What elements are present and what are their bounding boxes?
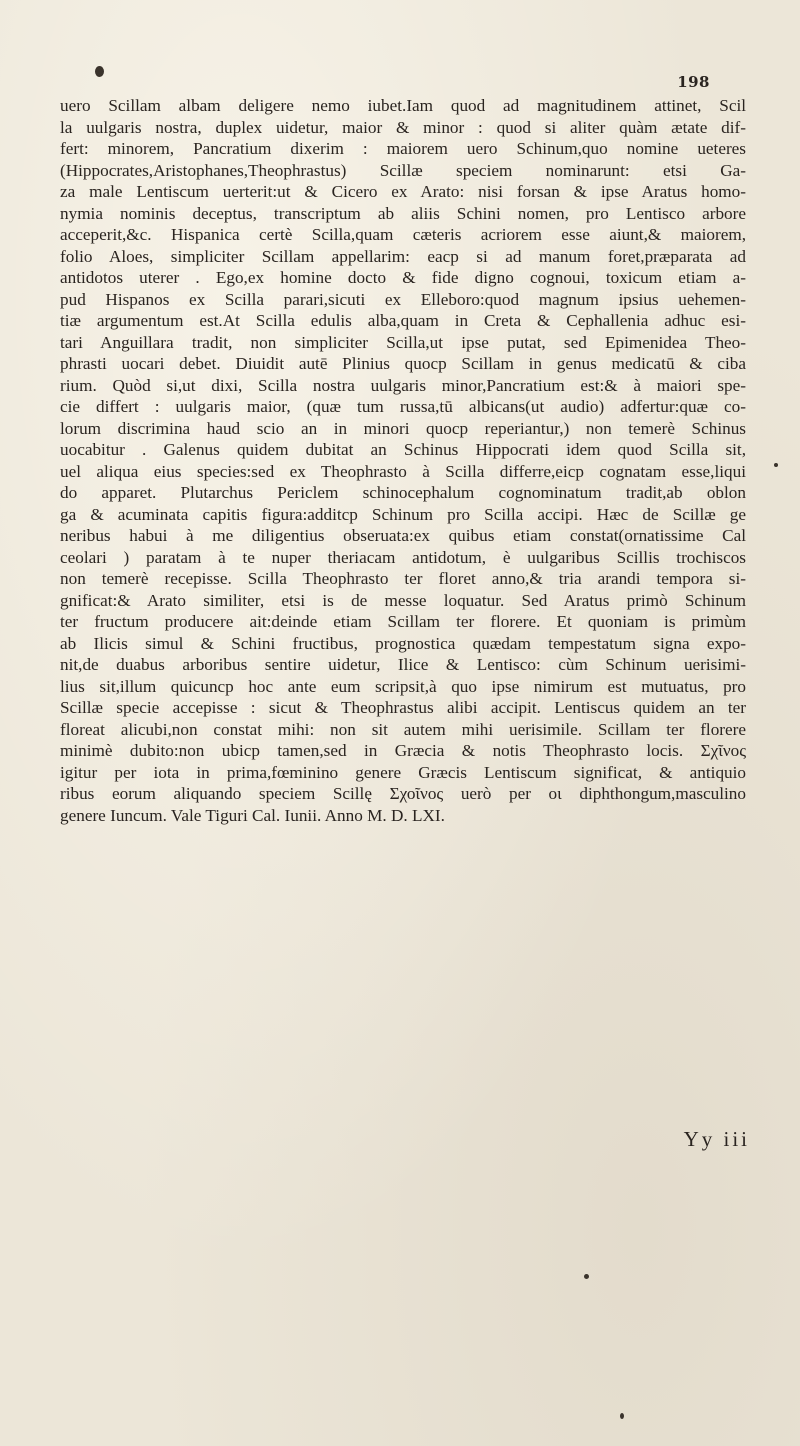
text-line: gnificat:& Arato similiter, etsi is de messe loquatur. Sed Aratus primò Schinum bbox=[60, 590, 746, 610]
text-line: Scillæ specie accepisse : sicut & Theophrastus alibi accipit. Lentiscus quidem an ter bbox=[60, 698, 746, 717]
text-line: rium. Quòd si,ut dixi, Scilla nostra uulgaris minor,Pancratium est:& à maiori spe- bbox=[60, 375, 746, 395]
text-line: antidotos uterer . Ego,ex homine docto & fide digno cognoui, toxicum etiam a- bbox=[60, 268, 746, 287]
text-line: tari Anguillara tradit, non simpliciter Scilla,ut ipse putat, sed Epimenidea Theo- bbox=[60, 332, 746, 352]
ink-speck-lower bbox=[584, 1274, 589, 1279]
text-line: ribus eorum aliquando speciem Scillę Σχοῖνος uerò per οι diphthongum,masculino bbox=[60, 784, 746, 803]
ink-speck-bottom bbox=[620, 1413, 624, 1419]
text-line: la uulgaris nostra, duplex uidetur, maior & minor : quod si aliter quàm ætate dif- bbox=[60, 117, 746, 137]
ink-speck-top bbox=[95, 66, 104, 77]
text-line: tiæ argumentum est.At Scilla edulis alba,quam in Creta & Cephallenia adhuc esi- bbox=[60, 311, 746, 330]
text-line: non temerè recepisse. Scilla Theophrasto ter floret anno,& tria arandi tempora si- bbox=[60, 569, 746, 588]
text-line: ga & acuminata capitis figura:additcp Schinum pro Scilla accipi. Hæc de Scillæ ge bbox=[60, 504, 746, 524]
text-line: cie differt : uulgaris maior, (quæ tum russa,tū albicans(ut audio) adfertur:quæ co- bbox=[60, 397, 746, 416]
text-line: lius sit,illum quicuncp hoc ante eum scripsit,à quo ipse nimirum est mutuatus, pro bbox=[60, 676, 746, 696]
text-line: nit,de duabus arboribus sentire uidetur, Ilice & Lentisco: cùm Schinum uerisimi- bbox=[60, 655, 746, 674]
text-line: do apparet. Plutarchus Periclem schinocephalum cognominatum tradit,ab oblon bbox=[60, 483, 746, 502]
text-line: phrasti uocari debet. Diuidit autē Plinius quocp Scillam in genus medicatū & ciba bbox=[60, 354, 746, 373]
text-line: fert: minorem, Pancratium dixerim : maiorem uero Schinum,quo nomine ueteres bbox=[60, 139, 746, 158]
text-line: floreat alicubi,non constat mihi: non sit autem mihi uerisimile. Scillam ter florere bbox=[60, 719, 746, 739]
text-line: ab Ilicis simul & Schini fructibus, prognostica quædam tempestatum signa expo- bbox=[60, 633, 746, 653]
text-line: pud Hispanos ex Scilla parari,sicuti ex Elleboro:quod magnum ipsius uehemen- bbox=[60, 289, 746, 309]
body-text bbox=[60, 95, 746, 826]
text-line: minimè dubito:non ubicp tamen,sed in Græcia & notis Theophrasto locis. Σχῖνος bbox=[60, 741, 746, 760]
text-line: ter fructum producere ait:deinde etiam Scillam ter florere. Et quoniam is primùm bbox=[60, 612, 746, 631]
text-line: nymia nominis deceptus, transcriptum ab aliis Schini nomen, pro Lentisco arbore bbox=[60, 203, 746, 223]
text-line: folio Aloes, simpliciter Scillam appellarim: eacp si ad manum foret,præparata ad bbox=[60, 246, 746, 266]
text-line: uero Scillam albam deligere nemo iubet.Iam quod ad magnitudinem attinet, Scil bbox=[60, 96, 746, 115]
ink-speck-margin bbox=[774, 463, 778, 467]
text-line: za male Lentiscum uerterit:ut & Cicero ex Arato: nisi forsan & ipse Aratus homo- bbox=[60, 182, 746, 201]
text-line: igitur per iota in prima,fœminino genere Græcis Lentiscum significat, & antiquio bbox=[60, 762, 746, 782]
text-line: neribus habui à me diligentius obseruata:ex quibus etiam constat(ornatissime Cal bbox=[60, 526, 746, 545]
text-line: lorum discrimina haud scio an in minori quocp reperiantur,) non temerè Schinus bbox=[60, 418, 746, 438]
text-line: uocabitur . Galenus quidem dubitat an Schinus Hippocrati idem quod Scilla sit, bbox=[60, 440, 746, 459]
text-line: ceolari ) paratam à te nuper theriacam antidotum, è uulgaribus Scillis trochiscos bbox=[60, 547, 746, 567]
text-line: acceperit,&c. Hispanica certè Scilla,quam cæteris acriorem esse aiunt,& maiorem, bbox=[60, 225, 746, 244]
text-line: uel aliqua eius species:sed ex Theophrasto à Scilla differre,eicp cognatam esse,liqui bbox=[60, 461, 746, 481]
signature-mark: Yy iii bbox=[683, 1127, 750, 1151]
text-line: (Hippocrates,Aristophanes,Theophrastus) Scillæ speciem nominarunt: etsi Ga- bbox=[60, 160, 746, 180]
page-number: 198 bbox=[677, 73, 710, 91]
text-line-closing: genere Iuncum. Vale Tiguri Cal. Iunii. Anno M. D. LXI. bbox=[60, 805, 445, 825]
